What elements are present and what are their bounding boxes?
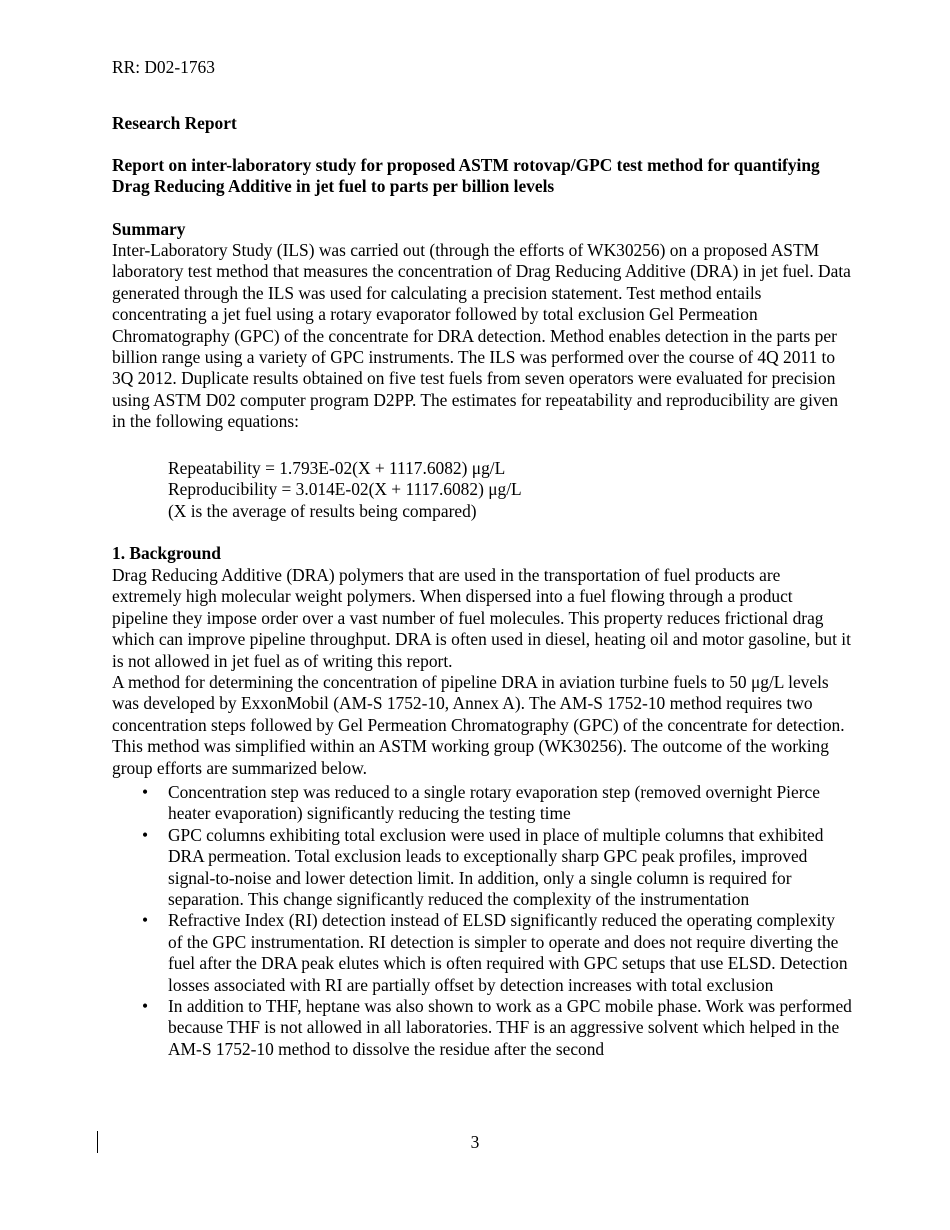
- list-item: [112, 996, 852, 1060]
- background-paragraph-2: A method for determining the concentration of pipeline DRA in aviation turbine fuels to 50 μg/L levels was developed by ExxonMobil (AM-S 1752-10, Annex A). The AM-S 1752-10 method requires two concentration steps followed by Gel Permeation Chromatography (GPC) of the concentrate for detection. This method was simplified within an ASTM working group (WK30256). The outcome of the working group efforts are summarized below.: [112, 672, 845, 778]
- bullet-icon: •: [142, 910, 149, 931]
- background-heading: 1. Background: [112, 543, 221, 563]
- reproducibility-equation: Reproducibility = 3.014E-02(X + 1117.6082) μg/L: [168, 479, 522, 500]
- bullet-icon: •: [142, 782, 149, 802]
- page-number: 3: [470, 1132, 480, 1152]
- list-item-text: Refractive Index (RI) detection instead of ELSD significantly reduced the operating complexity of the GPC instrumentation. RI detection is simpler to operate and does not require diverting the fuel after the DRA peak elutes which is often required with GPC setups that use ELSD. Detection losses associated with RI are partially offset by detection increases with total exclusion: [168, 910, 848, 995]
- report-title: Report on inter-laboratory study for proposed ASTM rotovap/GPC test method for quantifying Drag Reducing Additive in jet fuel to parts per billion levels: [112, 155, 820, 197]
- equation-note: (X is the average of results being compared): [168, 500, 477, 521]
- list-item-text: In addition to THF, heptane was also shown to work as a GPC mobile phase. Work was performed because THF is not allowed in all laboratories. THF is an aggressive solvent which helped in the AM-S 1752-10 method to dissolve the residue after the second: [168, 996, 852, 1059]
- bullet-icon: •: [142, 824, 149, 845]
- summary-heading: Summary: [112, 219, 186, 239]
- summary-paragraph: Inter-Laboratory Study (ILS) was carried out (through the efforts of WK30256) on a proposed ASTM laboratory test method that measures the concentration of Drag Reducing Additive (DRA) in jet fuel. Data generated through the ILS was used for calculating a precision statement. Test method entails concentrating a jet fuel using a rotary evaporator followed by total exclusion Gel Permeation Chromatography (GPC) of the concentrate for DRA detection. Method enables detection in the parts per billion range using a variety of GPC instruments. The ILS was performed over the course of 4Q 2011 to 3Q 2012. Duplicate results obtained on five test fuels from seven operators were evaluated for precision using ASTM D02 computer program D2PP. The estimates for repeatability and reproducibility are given in the following equations:: [112, 240, 851, 432]
- bullet-icon: •: [142, 996, 149, 1017]
- outcome-bullet-list: [112, 782, 852, 1060]
- list-item: [112, 825, 852, 911]
- repeatability-equation: Repeatability = 1.793E-02(X + 1117.6082) μg/L: [168, 458, 506, 478]
- list-item-text: Concentration step was reduced to a single rotary evaporation step (removed overnight Pierce heater evaporation) significantly reducing the testing time: [168, 782, 820, 824]
- report-id-header: RR: D02-1763: [112, 57, 215, 77]
- report-type-label: Research Report: [112, 113, 237, 133]
- list-item: [112, 910, 852, 996]
- precision-equations: [168, 458, 768, 522]
- list-item-text: GPC columns exhibiting total exclusion were used in place of multiple columns that exhibited DRA permeation. Total exclusion leads to exceptionally sharp GPC peak profiles, improved signal-to-noise and lower detection limit. In addition, only a single column is required for separation. This change significantly reduced the complexity of the instrumentation: [168, 824, 824, 910]
- background-paragraph-1: Drag Reducing Additive (DRA) polymers that are used in the transportation of fuel products are extremely high molecular weight polymers. When dispersed into a fuel flowing through a product pipeline they impose order over a vast number of fuel molecules. This property reduces frictional drag which can improve pipeline throughput. DRA is often used in diesel, heating oil and motor gasoline, but it is not allowed in jet fuel as of writing this report.: [112, 565, 851, 671]
- list-item: [112, 782, 852, 825]
